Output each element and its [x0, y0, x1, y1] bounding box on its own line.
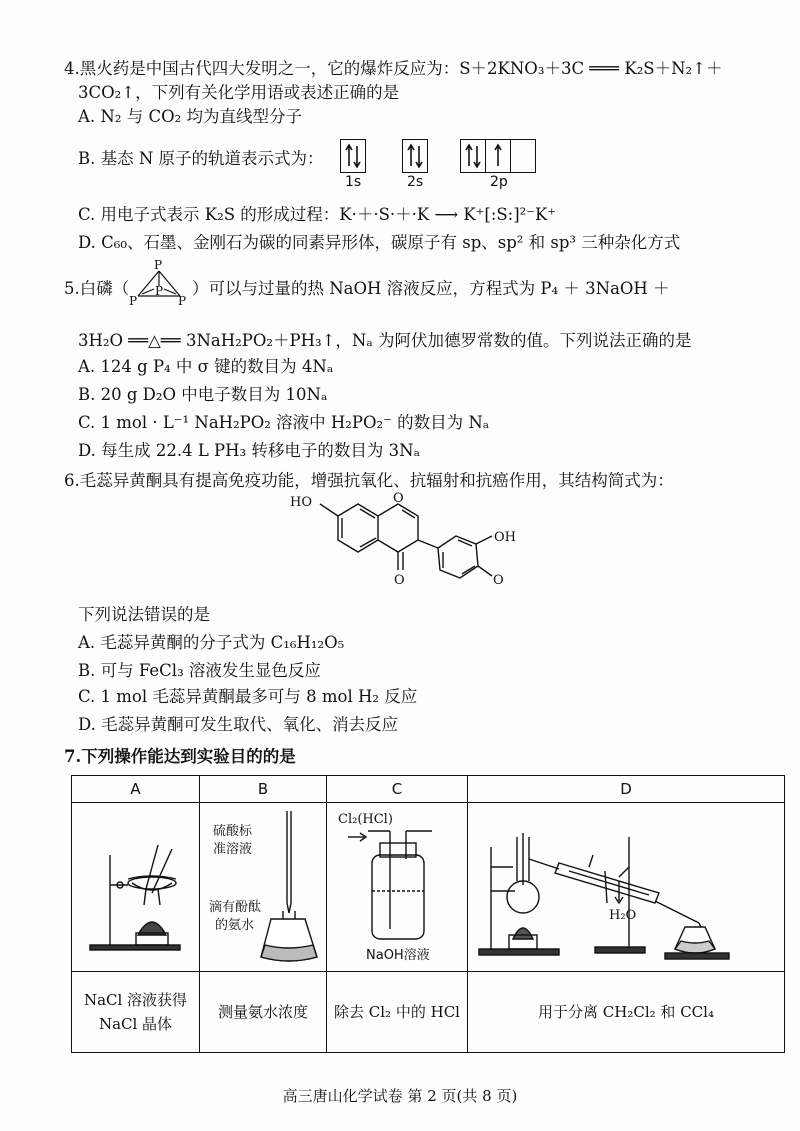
label-b-4: 的氨水: [215, 918, 255, 933]
desc-a: [72, 972, 200, 1053]
q4-option-a: A. N₂ 与 CO₂ 均为直线型分子: [78, 107, 302, 126]
p-atom-left: P: [129, 294, 138, 308]
p-atom-top: P: [154, 258, 163, 272]
q4-option-d: D. C₆₀、石墨、金刚石为碳的同素异形体，碳原子有 sp、sp² 和 sp³ 三种杂化方式: [78, 233, 681, 252]
header-d: D: [468, 776, 785, 803]
q5-option-d: D. 每生成 22.4 L PH₃ 转移电子的数目为 3Nₐ: [78, 441, 420, 460]
header-a: A: [72, 776, 200, 803]
label-o-ring: O: [393, 491, 404, 506]
orbital-box-2s: [402, 139, 428, 173]
q5-stem-line2: 3H₂O ══△══ 3NaH₂PO₂＋PH₃↑，Nₐ 为阿伏加德罗常数的值。下列说法正确的是: [78, 331, 692, 350]
label-c-sol: NaOH溶液: [366, 948, 430, 963]
q4-option-c: C. 用电子式表示 K₂S 的形成过程：K·＋·S·＋·K ⟶ K⁺[:S:]²⁻K⁺: [78, 205, 557, 224]
q6-option-b: B. 可与 FeCl₃ 溶液发生显色反应: [78, 661, 321, 680]
orbital-label-2s: 2s: [407, 174, 424, 190]
q5-stem-line1a: 5.白磷（: [64, 279, 130, 298]
q5-option-c: C. 1 mol · L⁻¹ NaH₂PO₂ 溶液中 H₂PO₂⁻ 的数目为 Nₐ: [78, 413, 490, 432]
orbital-label-2p: 2p: [490, 174, 508, 190]
header-c: C: [327, 776, 468, 803]
label-b-3: 滴有酚酞: [209, 900, 262, 915]
label-c-gas: Cl₂(HCl): [338, 812, 393, 827]
desc-d: 用于分离 CH₂Cl₂ 和 CCl₄: [468, 972, 785, 1053]
p-atom-right: P: [178, 294, 187, 308]
q4-stem-line1: 4.黑火药是中国古代四大发明之一，它的爆炸反应为：S＋2KNO₃＋3C ═══ K₂S＋N₂↑＋: [64, 59, 723, 78]
orbital-box-1s: [340, 139, 366, 173]
label-o-methoxy: O: [493, 573, 504, 588]
white-phosphorus-structure: [128, 258, 190, 308]
q5-option-b: B. 20 g D₂O 中电子数目为 10Nₐ: [78, 385, 328, 404]
label-ho: HO: [290, 495, 312, 510]
desc-a-line2: NaCl 晶体: [98, 1015, 173, 1033]
apparatus-b: [200, 803, 327, 972]
experiment-table: [71, 775, 785, 1053]
q7-stem: 7.下列操作能达到实验目的的是: [64, 747, 296, 766]
q4-stem-line2: 3CO₂↑，下列有关化学用语或表述正确的是: [78, 83, 400, 102]
q6-option-a: A. 毛蕊异黄酮的分子式为 C₁₆H₁₂O₅: [78, 633, 345, 652]
orbital-label-1s: 1s: [345, 174, 362, 190]
p-atom-center: P: [155, 284, 164, 298]
desc-b: 测量氨水浓度: [200, 972, 327, 1053]
page-footer: 高三唐山化学试卷 第 2 页(共 8 页): [282, 1087, 518, 1105]
orbital-box-2p: [460, 139, 536, 173]
apparatus-a: [72, 803, 200, 972]
q6-stem-line1: 6.毛蕊异黄酮具有提高免疫功能，增强抗氧化、抗辐射和抗癌作用，其结构简式为：: [64, 471, 674, 490]
label-b-1: 硫酸标: [213, 824, 253, 839]
q4-option-b: B. 基态 N 原子的轨道表示式为：: [78, 149, 324, 168]
apparatus-d: [468, 803, 785, 972]
desc-a-line1: NaCl 溶液获得: [83, 991, 188, 1009]
q6-option-c: C. 1 mol 毛蕊异黄酮最多可与 8 mol H₂ 反应: [78, 687, 418, 706]
desc-c: 除去 Cl₂ 中的 HCl: [327, 972, 468, 1053]
apparatus-c: [327, 803, 468, 972]
q6-option-d: D. 毛蕊异黄酮可发生取代、氧化、消去反应: [78, 715, 399, 734]
calycosin-structure: [290, 490, 530, 596]
label-o-ketone: O: [394, 573, 405, 588]
label-oh: OH: [494, 530, 516, 545]
label-d-water: H₂O: [609, 908, 637, 923]
header-b: B: [200, 776, 327, 803]
q5-stem-line1b: ）可以与过量的热 NaOH 溶液反应，方程式为 P₄ ＋ 3NaOH ＋: [192, 279, 670, 298]
q5-option-a: A. 124 g P₄ 中 σ 键的数目为 4Nₐ: [78, 357, 334, 376]
q6-stem-line2: 下列说法错误的是: [78, 605, 210, 624]
label-b-2: 准溶液: [213, 842, 253, 857]
